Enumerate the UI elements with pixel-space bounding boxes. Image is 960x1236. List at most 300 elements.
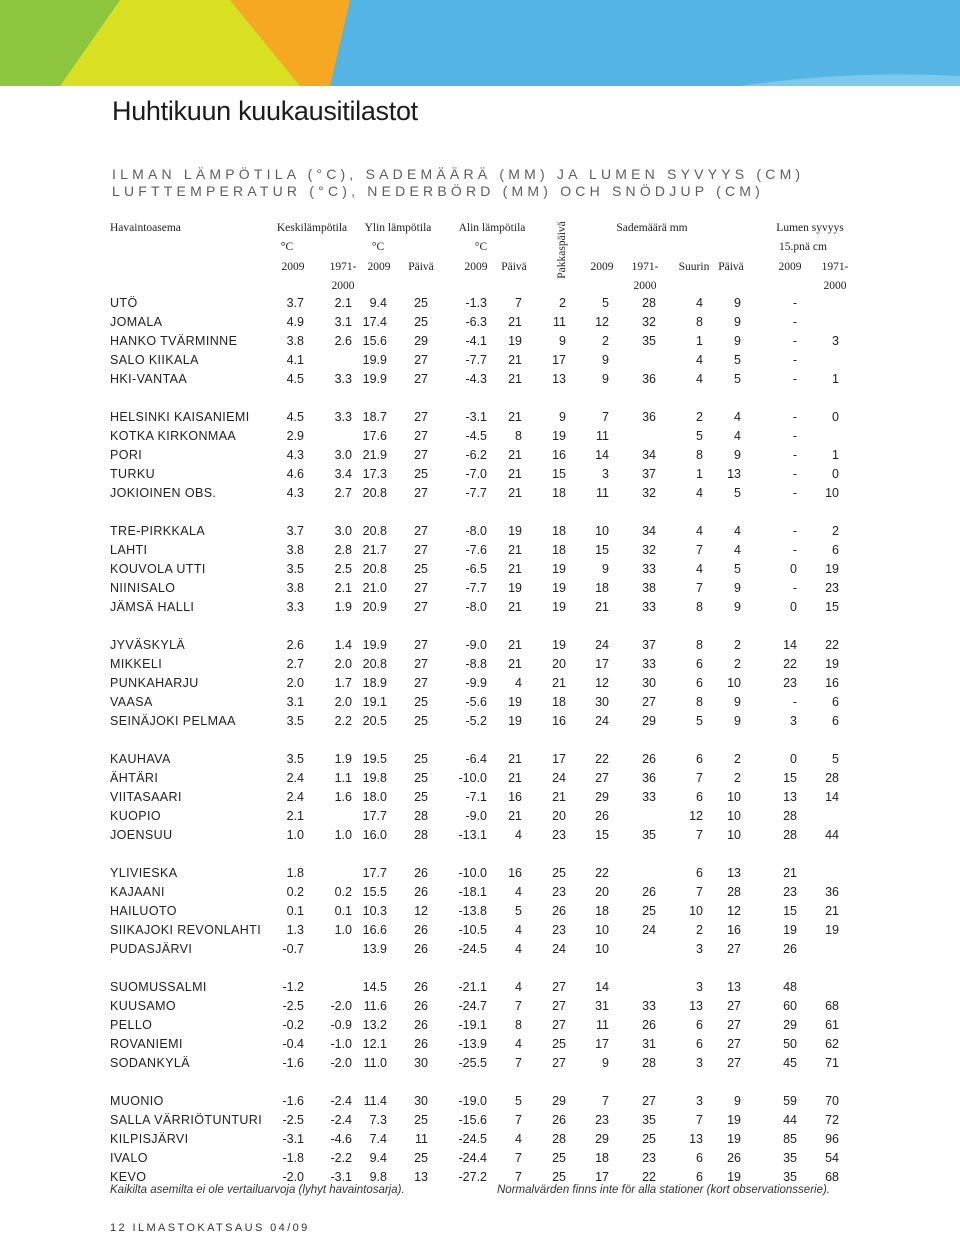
station-name: PORI xyxy=(110,448,143,462)
cell-precip-normal: 37 xyxy=(642,638,656,652)
cell-frost-days: 18 xyxy=(552,543,566,557)
cell-frost-days: 25 xyxy=(552,866,566,880)
cell-min-day: 21 xyxy=(508,657,522,671)
cell-frost-days: 11 xyxy=(553,315,566,329)
cell-mean-normal: 2.5 xyxy=(334,562,352,576)
cell-frost-days: 21 xyxy=(552,676,566,690)
cell-frost-days: 24 xyxy=(552,942,566,956)
cell-min-2009: -19.1 xyxy=(458,1018,487,1032)
cell-mean-normal: -2.0 xyxy=(330,999,352,1013)
cell-mean-2009: 3.3 xyxy=(286,600,304,614)
cell-frost-days: 27 xyxy=(552,1056,566,1070)
cell-snow-2009: 35 xyxy=(783,1151,797,1165)
cell-min-2009: -5.6 xyxy=(465,695,487,709)
cell-precip-2009: 21 xyxy=(595,600,609,614)
cell-min-day: 4 xyxy=(515,1037,522,1051)
station-name: KAJAANI xyxy=(110,885,165,899)
cell-min-2009: -8.8 xyxy=(465,657,487,671)
cell-frost-days: 16 xyxy=(552,714,566,728)
cell-precip-2009: 12 xyxy=(595,315,609,329)
cell-precip-2009: 11 xyxy=(596,486,609,500)
cell-precip-2009: 9 xyxy=(602,562,609,576)
cell-frost-days: 19 xyxy=(552,600,566,614)
cell-mean-normal: -3.1 xyxy=(330,1170,352,1184)
cell-min-day: 19 xyxy=(508,695,522,709)
header-year: 2009 xyxy=(778,261,802,273)
station-name: SIIKAJOKI REVONLAHTI xyxy=(110,923,262,937)
cell-precip-max: 7 xyxy=(696,828,703,842)
cell-precip-max-day: 10 xyxy=(727,790,741,804)
cell-max-day: 30 xyxy=(414,1094,428,1108)
cell-precip-max: 1 xyxy=(696,467,703,481)
station-name: UTÖ xyxy=(110,296,138,310)
table-row xyxy=(0,427,960,446)
cell-max-day: 27 xyxy=(414,524,428,538)
cell-precip-max-day: 4 xyxy=(734,429,741,443)
cell-precip-2009: 17 xyxy=(595,657,609,671)
cell-precip-max-day: 13 xyxy=(727,980,741,994)
station-name: KEVO xyxy=(110,1170,147,1184)
cell-min-2009: -13.8 xyxy=(458,904,487,918)
cell-precip-max: 1 xyxy=(696,334,703,348)
cell-min-2009: -13.9 xyxy=(458,1037,487,1051)
cell-precip-2009: 24 xyxy=(595,714,609,728)
cell-precip-max-day: 5 xyxy=(734,486,741,500)
cell-frost-days: 25 xyxy=(552,1151,566,1165)
cell-mean-2009: 2.6 xyxy=(286,638,304,652)
cell-snow-2009: 21 xyxy=(783,866,797,880)
cell-frost-days: 19 xyxy=(552,638,566,652)
cell-min-day: 7 xyxy=(515,1113,522,1127)
table-row xyxy=(0,522,960,541)
cell-min-2009: -4.5 xyxy=(465,429,487,443)
cell-precip-max-day: 4 xyxy=(734,524,741,538)
table-row xyxy=(0,484,960,503)
cell-precip-max: 3 xyxy=(696,980,703,994)
cell-mean-normal: 1.1 xyxy=(334,771,352,785)
cell-mean-normal: 3.1 xyxy=(334,315,352,329)
cell-precip-max-day: 28 xyxy=(727,885,741,899)
cell-min-2009: -13.1 xyxy=(458,828,487,842)
station-name: HELSINKI KAISANIEMI xyxy=(110,410,250,424)
cell-mean-normal: -2.4 xyxy=(330,1113,352,1127)
cell-snow-2009: 28 xyxy=(783,828,797,842)
cell-precip-max: 8 xyxy=(696,600,703,614)
cell-precip-max-day: 27 xyxy=(727,1018,741,1032)
cell-mean-normal: -2.2 xyxy=(330,1151,352,1165)
cell-precip-max: 4 xyxy=(696,524,703,538)
cell-snow-2009: - xyxy=(792,486,797,500)
cell-max-day: 27 xyxy=(414,486,428,500)
cell-snow-normal: 44 xyxy=(825,828,839,842)
cell-max-2009: 7.4 xyxy=(369,1132,387,1146)
cell-precip-normal: 33 xyxy=(642,562,656,576)
cell-precip-max: 4 xyxy=(696,353,703,367)
cell-max-2009: 17.4 xyxy=(362,315,387,329)
cell-precip-max-day: 9 xyxy=(734,296,741,310)
cell-mean-2009: -1.6 xyxy=(282,1094,304,1108)
cell-frost-days: 24 xyxy=(552,771,566,785)
table-row xyxy=(0,560,960,579)
cell-mean-2009: -1.2 xyxy=(282,980,304,994)
cell-min-2009: -24.7 xyxy=(458,999,487,1013)
cell-precip-max-day: 2 xyxy=(734,771,741,785)
station-name: SALO KIIKALA xyxy=(110,353,199,367)
cell-mean-2009: 4.6 xyxy=(286,467,304,481)
header-normal: 1971- xyxy=(821,261,849,273)
cell-min-2009: -7.7 xyxy=(465,353,487,367)
cell-min-2009: -25.5 xyxy=(458,1056,487,1070)
cell-precip-normal: 33 xyxy=(642,999,656,1013)
cell-min-day: 21 xyxy=(508,638,522,652)
cell-min-2009: -6.3 xyxy=(465,315,487,329)
cell-mean-normal: 1.0 xyxy=(334,923,352,937)
cell-snow-2009: 23 xyxy=(783,885,797,899)
cell-snow-normal: 1 xyxy=(832,448,839,462)
station-name: PUDASJÄRVI xyxy=(110,942,193,956)
cell-frost-days: 18 xyxy=(552,524,566,538)
cell-max-day: 27 xyxy=(414,429,428,443)
cell-max-day: 27 xyxy=(414,372,428,386)
cell-min-day: 4 xyxy=(515,980,522,994)
cell-precip-max: 4 xyxy=(696,562,703,576)
cell-mean-2009: 3.5 xyxy=(286,714,304,728)
cell-min-2009: -27.2 xyxy=(458,1170,487,1184)
cell-precip-normal: 26 xyxy=(642,1018,656,1032)
cell-precip-max: 10 xyxy=(689,904,703,918)
cell-max-2009: 17.7 xyxy=(362,809,387,823)
cell-snow-normal: 68 xyxy=(825,1170,839,1184)
cell-frost-days: 29 xyxy=(552,1094,566,1108)
header-normal-end: 2000 xyxy=(633,280,657,292)
table-row xyxy=(0,579,960,598)
cell-max-day: 29 xyxy=(414,334,428,348)
cell-snow-normal: 61 xyxy=(825,1018,839,1032)
table-row xyxy=(0,712,960,731)
cell-min-2009: -7.6 xyxy=(465,543,487,557)
cell-frost-days: 27 xyxy=(552,999,566,1013)
cell-precip-max-day: 27 xyxy=(727,999,741,1013)
cell-frost-days: 27 xyxy=(552,1018,566,1032)
cell-precip-normal: 29 xyxy=(642,714,656,728)
cell-max-2009: 19.9 xyxy=(362,353,387,367)
cell-max-day: 11 xyxy=(415,1132,428,1146)
table-row xyxy=(0,674,960,693)
cell-min-day: 16 xyxy=(508,790,522,804)
cell-precip-max: 6 xyxy=(696,866,703,880)
cell-precip-2009: 14 xyxy=(595,980,609,994)
station-name: JYVÄSKYLÄ xyxy=(110,638,186,652)
cell-max-2009: 20.8 xyxy=(362,562,387,576)
cell-precip-max: 7 xyxy=(696,543,703,557)
cell-snow-normal: 5 xyxy=(832,752,839,766)
cell-min-2009: -9.0 xyxy=(465,809,487,823)
station-name: MIKKELI xyxy=(110,657,163,671)
cell-precip-max-day: 19 xyxy=(727,1170,741,1184)
cell-mean-normal: 2.1 xyxy=(334,581,352,595)
cell-mean-2009: 4.5 xyxy=(286,410,304,424)
cell-mean-2009: 4.3 xyxy=(286,486,304,500)
cell-min-day: 7 xyxy=(515,1056,522,1070)
subtitle-finnish: ILMAN LÄMPÖTILA (°C), SADEMÄÄRÄ (MM) JA LUMEN SYVYYS (CM) xyxy=(112,166,805,182)
cell-snow-2009: - xyxy=(792,296,797,310)
cell-mean-2009: 3.8 xyxy=(286,581,304,595)
header-day: Päivä xyxy=(718,261,744,273)
cell-max-2009: 11.0 xyxy=(363,1056,387,1070)
cell-mean-normal: 3.3 xyxy=(334,410,352,424)
cell-min-day: 8 xyxy=(515,429,522,443)
cell-snow-normal: 0 xyxy=(832,467,839,481)
cell-precip-2009: 23 xyxy=(595,1113,609,1127)
footnote-finnish: Kaikilta asemilta ei ole vertailuarvoja (lyhyt havaintosarja). xyxy=(110,1184,405,1196)
cell-precip-normal: 30 xyxy=(642,676,656,690)
cell-precip-max: 4 xyxy=(696,296,703,310)
header-year: 2009 xyxy=(590,261,614,273)
cell-mean-2009: 3.7 xyxy=(286,524,304,538)
cell-mean-2009: 3.8 xyxy=(286,543,304,557)
cell-frost-days: 26 xyxy=(552,1113,566,1127)
cell-precip-max-day: 19 xyxy=(727,1132,741,1146)
cell-snow-normal: 19 xyxy=(825,657,839,671)
header-normal-end: 2000 xyxy=(331,280,355,292)
footnote-swedish: Normalvärden finns inte för alla stationer (kort observationsserie). xyxy=(497,1184,831,1196)
cell-min-2009: -7.7 xyxy=(465,581,487,595)
cell-precip-max: 4 xyxy=(696,372,703,386)
cell-max-day: 25 xyxy=(414,752,428,766)
cell-snow-normal: 36 xyxy=(825,885,839,899)
cell-snow-normal: 16 xyxy=(825,676,839,690)
cell-mean-2009: 1.0 xyxy=(286,828,304,842)
cell-min-2009: -4.1 xyxy=(465,334,487,348)
cell-precip-max-day: 27 xyxy=(727,1037,741,1051)
cell-max-day: 25 xyxy=(414,1113,428,1127)
table-row xyxy=(0,313,960,332)
station-name: VIITASAARI xyxy=(110,790,182,804)
cell-min-day: 7 xyxy=(515,1170,522,1184)
cell-min-2009: -19.0 xyxy=(458,1094,487,1108)
cell-min-day: 21 xyxy=(508,467,522,481)
cell-snow-normal: 19 xyxy=(825,923,839,937)
cell-frost-days: 28 xyxy=(552,1132,566,1146)
cell-precip-max: 2 xyxy=(696,923,703,937)
station-name: KUUSAMO xyxy=(110,999,177,1013)
header-min-temp: Alin lämpötila xyxy=(458,222,526,234)
cell-snow-2009: 15 xyxy=(783,904,797,918)
cell-precip-max-day: 10 xyxy=(727,676,741,690)
cell-snow-normal: 2 xyxy=(832,524,839,538)
cell-mean-2009: -2.5 xyxy=(282,999,304,1013)
cell-min-day: 21 xyxy=(508,752,522,766)
cell-precip-max-day: 5 xyxy=(734,372,741,386)
cell-max-day: 27 xyxy=(414,638,428,652)
cell-min-2009: -4.3 xyxy=(465,372,487,386)
cell-precip-2009: 24 xyxy=(595,638,609,652)
cell-snow-2009: - xyxy=(792,543,797,557)
table-row xyxy=(0,750,960,769)
cell-mean-normal: 2.6 xyxy=(334,334,352,348)
cell-precip-max: 7 xyxy=(696,885,703,899)
header-day: Päivä xyxy=(501,261,527,273)
cell-snow-normal: 71 xyxy=(825,1056,839,1070)
cell-precip-normal: 28 xyxy=(642,296,656,310)
cell-precip-max: 8 xyxy=(696,638,703,652)
cell-precip-normal: 24 xyxy=(642,923,656,937)
cell-min-2009: -6.5 xyxy=(465,562,487,576)
cell-min-day: 4 xyxy=(515,885,522,899)
cell-precip-normal: 34 xyxy=(642,448,656,462)
cell-max-2009: 15.6 xyxy=(362,334,387,348)
cell-mean-2009: 0.2 xyxy=(286,885,304,899)
cell-mean-2009: -0.4 xyxy=(282,1037,304,1051)
cell-snow-2009: 85 xyxy=(783,1132,797,1146)
cell-mean-2009: -3.1 xyxy=(282,1132,304,1146)
cell-precip-2009: 22 xyxy=(595,752,609,766)
cell-min-day: 19 xyxy=(508,581,522,595)
cell-frost-days: 2 xyxy=(559,296,566,310)
cell-mean-2009: 1.8 xyxy=(286,866,304,880)
cell-precip-normal: 28 xyxy=(642,1056,656,1070)
cell-min-day: 5 xyxy=(515,904,522,918)
cell-max-day: 25 xyxy=(414,695,428,709)
page-title: Huhtikuun kuukausitilastot xyxy=(112,96,418,126)
cell-precip-max: 4 xyxy=(696,486,703,500)
cell-snow-2009: 28 xyxy=(783,809,797,823)
subtitle-swedish: LUFTTEMPERATUR (°C), NEDERBÖRD (MM) OCH SNÖDJUP (CM) xyxy=(112,183,765,199)
cell-precip-normal: 25 xyxy=(642,1132,656,1146)
cell-precip-max-day: 9 xyxy=(734,448,741,462)
cell-precip-2009: 29 xyxy=(595,790,609,804)
cell-frost-days: 25 xyxy=(552,1170,566,1184)
station-name: PUNKAHARJU xyxy=(110,676,199,690)
cell-max-2009: 18.7 xyxy=(362,410,387,424)
cell-snow-2009: 45 xyxy=(783,1056,797,1070)
cell-max-day: 27 xyxy=(414,600,428,614)
table-row xyxy=(0,1149,960,1168)
cell-precip-max: 5 xyxy=(696,714,703,728)
cell-mean-normal: -0.9 xyxy=(330,1018,352,1032)
table-row xyxy=(0,370,960,389)
cell-mean-normal: 1.9 xyxy=(334,600,352,614)
cell-max-2009: 16.6 xyxy=(362,923,387,937)
cell-max-day: 27 xyxy=(414,581,428,595)
cell-mean-normal: 2.0 xyxy=(334,695,352,709)
cell-min-day: 21 xyxy=(508,562,522,576)
cell-precip-max: 6 xyxy=(696,752,703,766)
cell-snow-normal: 19 xyxy=(825,562,839,576)
cell-max-day: 28 xyxy=(414,809,428,823)
cell-precip-2009: 29 xyxy=(595,1132,609,1146)
cell-precip-normal: 35 xyxy=(642,828,656,842)
cell-snow-2009: 44 xyxy=(783,1113,797,1127)
cell-min-2009: -10.5 xyxy=(458,923,487,937)
cell-frost-days: 25 xyxy=(552,1037,566,1051)
cell-frost-days: 17 xyxy=(552,752,566,766)
cell-precip-normal: 36 xyxy=(642,372,656,386)
station-name: ROVANIEMI xyxy=(110,1037,183,1051)
header-precip: Sademäärä mm xyxy=(616,222,688,234)
table-row xyxy=(0,351,960,370)
cell-min-2009: -9.0 xyxy=(465,638,487,652)
cell-snow-normal: 22 xyxy=(825,638,839,652)
cell-precip-max: 3 xyxy=(696,1094,703,1108)
cell-precip-max-day: 9 xyxy=(734,1094,741,1108)
cell-max-day: 25 xyxy=(414,714,428,728)
cell-precip-max-day: 19 xyxy=(727,1113,741,1127)
cell-max-day: 26 xyxy=(414,1018,428,1032)
cell-frost-days: 21 xyxy=(552,790,566,804)
table-row xyxy=(0,332,960,351)
cell-min-day: 4 xyxy=(515,923,522,937)
cell-mean-2009: -1.6 xyxy=(282,1056,304,1070)
table-row xyxy=(0,864,960,883)
cell-precip-2009: 22 xyxy=(595,866,609,880)
cell-max-2009: 17.6 xyxy=(362,429,387,443)
table-row xyxy=(0,408,960,427)
cell-precip-2009: 18 xyxy=(595,904,609,918)
header-station: Havaintoasema xyxy=(110,222,181,234)
cell-max-2009: 18.9 xyxy=(362,676,387,690)
cell-precip-max: 6 xyxy=(696,1037,703,1051)
cell-mean-2009: 4.1 xyxy=(286,353,304,367)
cell-precip-2009: 11 xyxy=(596,429,609,443)
cell-snow-2009: 0 xyxy=(790,562,797,576)
header-normal-end: 2000 xyxy=(823,280,847,292)
table-row xyxy=(0,940,960,959)
cell-mean-2009: 2.0 xyxy=(286,676,304,690)
station-name: YLIVIESKA xyxy=(110,866,178,880)
cell-frost-days: 17 xyxy=(552,353,566,367)
cell-precip-normal: 26 xyxy=(642,885,656,899)
cell-precip-2009: 26 xyxy=(595,809,609,823)
cell-precip-max: 6 xyxy=(696,1151,703,1165)
cell-max-day: 26 xyxy=(414,942,428,956)
cell-max-2009: 21.9 xyxy=(362,448,387,462)
table-row xyxy=(0,294,960,313)
cell-snow-2009: 13 xyxy=(783,790,797,804)
header-normal: 1971- xyxy=(631,261,659,273)
cell-snow-normal: 3 xyxy=(832,334,839,348)
cell-precip-max: 8 xyxy=(696,695,703,709)
cell-snow-normal: 0 xyxy=(832,410,839,424)
cell-precip-2009: 30 xyxy=(595,695,609,709)
table-row xyxy=(0,807,960,826)
cell-precip-max: 6 xyxy=(696,790,703,804)
cell-snow-normal: 28 xyxy=(825,771,839,785)
cell-mean-normal: 3.4 xyxy=(334,467,352,481)
cell-mean-normal: 3.0 xyxy=(334,524,352,538)
cell-precip-max: 5 xyxy=(696,429,703,443)
cell-precip-max: 2 xyxy=(696,410,703,424)
cell-precip-max: 13 xyxy=(689,999,703,1013)
cell-precip-max: 7 xyxy=(696,771,703,785)
cell-snow-2009: 23 xyxy=(783,676,797,690)
station-name: HAILUOTO xyxy=(110,904,177,918)
cell-precip-2009: 27 xyxy=(595,771,609,785)
cell-snow-2009: - xyxy=(792,448,797,462)
cell-min-day: 19 xyxy=(508,714,522,728)
cell-frost-days: 9 xyxy=(559,334,566,348)
header-unit-max: °C xyxy=(371,241,385,253)
cell-precip-max-day: 27 xyxy=(727,1056,741,1070)
cell-min-day: 19 xyxy=(508,524,522,538)
cell-snow-normal: 23 xyxy=(825,581,839,595)
table-row xyxy=(0,1111,960,1130)
cell-mean-2009: 3.5 xyxy=(286,752,304,766)
cell-max-day: 30 xyxy=(414,1056,428,1070)
cell-max-2009: 20.5 xyxy=(362,714,387,728)
cell-min-2009: -7.7 xyxy=(465,486,487,500)
cell-max-2009: 9.4 xyxy=(369,296,387,310)
